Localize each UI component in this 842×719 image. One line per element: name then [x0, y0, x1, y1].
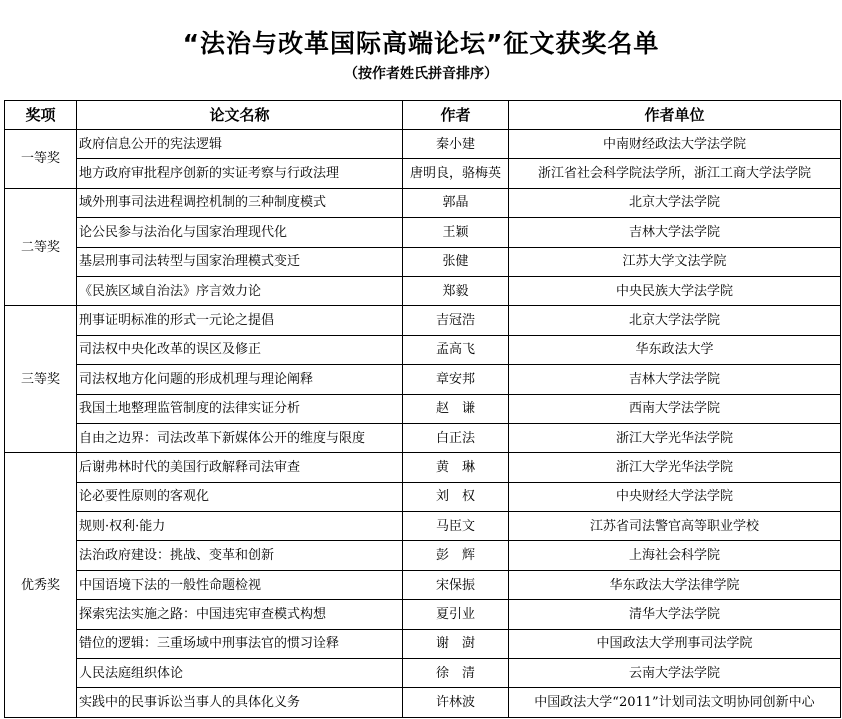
award-cell: 优秀奖 [5, 453, 77, 718]
author-institution: 江苏大学文法学院 [509, 247, 841, 276]
author-institution: 中国政法大学“2011”计划司法文明协同创新中心 [509, 688, 841, 717]
author-institution: 北京大学法学院 [509, 306, 841, 335]
table-row [5, 512, 841, 541]
table-row [5, 688, 841, 717]
author-name: 马臣文 [403, 512, 509, 541]
author-institution: 北京大学法学院 [509, 188, 841, 217]
paper-title: 司法权中央化改革的误区及修正 [77, 335, 403, 364]
author-name: 唐明良，骆梅英 [403, 159, 509, 188]
author-name: 宋保振 [403, 570, 509, 599]
author-name: 黄 琳 [403, 453, 509, 482]
author-institution: 浙江大学光华法学院 [509, 423, 841, 452]
author-institution: 上海社会科学院 [509, 541, 841, 570]
paper-title: 探索宪法实施之路：中国违宪审查模式构想 [77, 600, 403, 629]
author-name: 赵 谦 [403, 394, 509, 423]
page-title: “法治与改革国际高端论坛”征文获奖名单 [182, 29, 660, 58]
table-row [5, 130, 841, 159]
author-institution: 浙江省社会科学院法学所，浙江工商大学法学院 [509, 159, 841, 188]
table-row [5, 276, 841, 305]
author-name: 夏引业 [403, 600, 509, 629]
paper-title: 后谢弗林时代的美国行政解释司法审查 [77, 453, 403, 482]
awards-table-body [5, 130, 841, 718]
table-row [5, 570, 841, 599]
table-row [5, 306, 841, 335]
author-name: 刘 权 [403, 482, 509, 511]
author-institution: 中国政法大学刑事司法学院 [509, 629, 841, 658]
award-cell: 三等奖 [5, 306, 77, 453]
author-institution: 西南大学法学院 [509, 394, 841, 423]
table-row [5, 482, 841, 511]
paper-title: 域外刑事司法进程调控机制的三种制度模式 [77, 188, 403, 217]
author-institution: 中央民族大学法学院 [509, 276, 841, 305]
table-row [5, 188, 841, 217]
paper-title: 法治政府建设：挑战、变革和创新 [77, 541, 403, 570]
author-institution: 中央财经大学法学院 [509, 482, 841, 511]
author-institution: 华东政法大学法律学院 [509, 570, 841, 599]
table-row [5, 365, 841, 394]
table-row [5, 335, 841, 364]
table-row [5, 541, 841, 570]
paper-title: 刑事证明标准的形式一元论之提倡 [77, 306, 403, 335]
paper-title: 地方政府审批程序创新的实证考察与行政法理 [77, 159, 403, 188]
paper-title: 司法权地方化问题的形成机理与理论阐释 [77, 365, 403, 394]
table-row [5, 394, 841, 423]
awards-table [4, 100, 841, 718]
award-cell: 一等奖 [5, 130, 77, 189]
header-paper: 论文名称 [77, 101, 403, 130]
table-row [5, 453, 841, 482]
author-institution: 华东政法大学 [509, 335, 841, 364]
author-name: 郭晶 [403, 188, 509, 217]
author-name: 许林波 [403, 688, 509, 717]
header-institution: 作者单位 [509, 101, 841, 130]
award-cell: 二等奖 [5, 188, 77, 306]
author-name: 徐 清 [403, 659, 509, 688]
author-name: 谢 澍 [403, 629, 509, 658]
author-name: 王颖 [403, 218, 509, 247]
table-row [5, 247, 841, 276]
author-name: 张健 [403, 247, 509, 276]
author-name: 章安邦 [403, 365, 509, 394]
paper-title: 基层刑事司法转型与国家治理模式变迁 [77, 247, 403, 276]
paper-title: 中国语境下法的一般性命题检视 [77, 570, 403, 599]
paper-title: 自由之边界：司法改革下新媒体公开的维度与限度 [77, 423, 403, 452]
header-award: 奖项 [5, 101, 77, 130]
header-author: 作者 [403, 101, 509, 130]
author-name: 秦小建 [403, 130, 509, 159]
paper-title: 规则·权利·能力 [77, 512, 403, 541]
paper-title: 论必要性原则的客观化 [77, 482, 403, 511]
paper-title: 我国土地整理监管制度的法律实证分析 [77, 394, 403, 423]
author-name: 白正法 [403, 423, 509, 452]
author-name: 吉冠浩 [403, 306, 509, 335]
author-institution: 中南财经政法大学法学院 [509, 130, 841, 159]
author-name: 郑毅 [403, 276, 509, 305]
table-row [5, 159, 841, 188]
paper-title: 人民法庭组织体论 [77, 659, 403, 688]
table-row [5, 423, 841, 452]
author-institution: 浙江大学光华法学院 [509, 453, 841, 482]
author-institution: 云南大学法学院 [509, 659, 841, 688]
paper-title: 政府信息公开的宪法逻辑 [77, 130, 403, 159]
paper-title: 错位的逻辑：三重场域中刑事法官的惯习诠释 [77, 629, 403, 658]
paper-title: 《民族区域自治法》序言效力论 [77, 276, 403, 305]
author-institution: 清华大学法学院 [509, 600, 841, 629]
author-institution: 吉林大学法学院 [509, 218, 841, 247]
table-row [5, 600, 841, 629]
author-name: 彭 辉 [403, 541, 509, 570]
author-institution: 吉林大学法学院 [509, 365, 841, 394]
author-institution: 江苏省司法警官高等职业学校 [509, 512, 841, 541]
page-subtitle: （按作者姓氏拼音排序） [344, 66, 498, 82]
paper-title: 实践中的民事诉讼当事人的具体化义务 [77, 688, 403, 717]
table-row [5, 629, 841, 658]
paper-title: 论公民参与法治化与国家治理现代化 [77, 218, 403, 247]
table-header-row [5, 101, 841, 130]
author-name: 孟高飞 [403, 335, 509, 364]
table-row [5, 218, 841, 247]
table-row [5, 659, 841, 688]
